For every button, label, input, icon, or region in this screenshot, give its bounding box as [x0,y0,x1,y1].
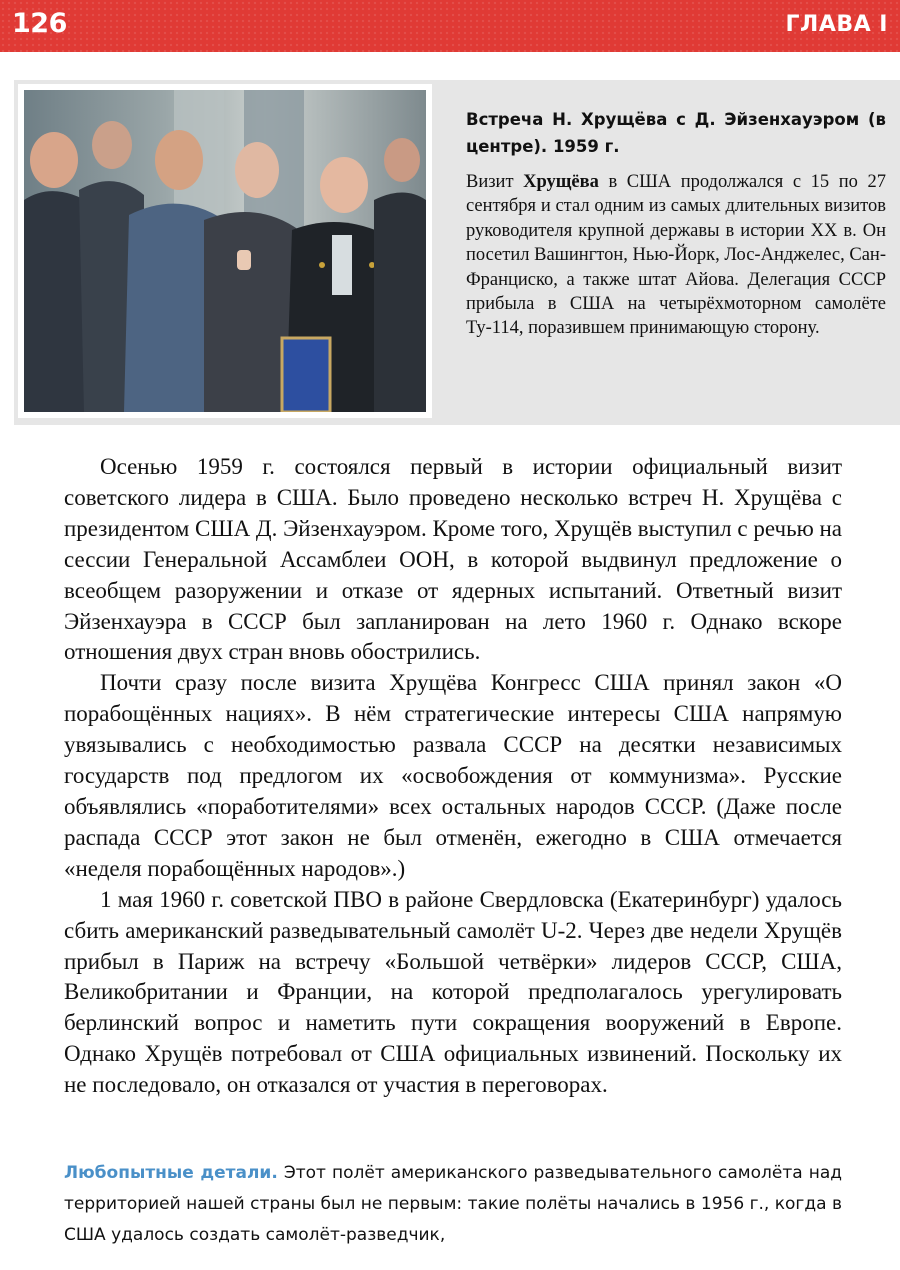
page-number: 126 [12,8,67,39]
interesting-details-label: Любопытные детали. [64,1163,278,1183]
caption-bold-name: Хрущёва [523,172,599,192]
photo-caption-title: Встреча Н. Хрущёва с Д. Эйзенхауэром (в центре). 1959 г. [466,110,886,156]
caption-text-rest: в США продолжался с 15 по 27 сентября и стал одним из самых длительных визитов руководителя крупной державы в истории XX в. Он посетил Вашингтон, Нью-Йорк, Лос-Анджелес, Сан-Франциско, а также штат Айова. Делегация СССР прибыла в США на четырёхмоторном самолёте Ту-114, поразившем принимающую сторону. [466,172,886,339]
paragraph-visit-1959: Осенью 1959 г. состоялся первый в истории официальный визит советского лидера в США. Было проведено несколько встреч Н. Хрущёва с президентом США Д. Эйзенхауэром. Кроме того, Хрущёв выступил с речью на сессии Генеральной Ассамблеи ООН, в которой выдвинул предложение о всеобщем разоружении и отказе от ядерных испытаний. Ответный визит Эйзенхауэра в СССР был запланирован на лето 1960 г. Однако вскоре отношения двух стран вновь обострились. [64,454,843,665]
paragraph-u2-incident: 1 мая 1960 г. советской ПВО в районе Свердловска (Екатеринбург) удалось сбить американский разведывательный самолёт U-2. Через две недели Хрущёв прибыл в Париж на встречу «Большой четвёрки» лидеров СССР, США, Великобритании и Франции, на которой предполагалось урегулировать берлинский вопрос и наметить пути сокращения вооружений в Европе. Однако Хрущёв потребовал от США официальных извинений. Поскольку их не последовало, он отказался от участия в переговорах. [64,886,842,1098]
page-header [0,0,900,52]
photo-illustration [24,90,426,412]
caption-text-start: Визит [466,172,524,192]
historical-photo [18,84,432,418]
paragraph-captive-nations: Почти сразу после визита Хрущёва Конгресс США принял закон «О порабощённых нациях». В нём стратегические интересы США напрямую увязывались с необходимостью развала СССР на десятки независимых государств под предлогом их «освобождения от коммунизма». Русские объявлялись «поработителями» всех остальных народов СССР. (Даже после распада СССР этот закон не был отменён, ежегодно в США отмечается «неделя порабощённых народов».) [64,670,842,881]
chapter-title: ГЛАВА I [785,12,888,37]
interesting-details-block [64,1158,842,1251]
main-text [64,452,842,1101]
photo-caption-text [466,170,886,341]
interesting-details-text: Этот полёт американского разведывательного самолёта над территорией нашей страны был не первым: такие полёты начались в 1956 г., когда в США удалось создать самолёт-разведчик, [64,1163,842,1245]
